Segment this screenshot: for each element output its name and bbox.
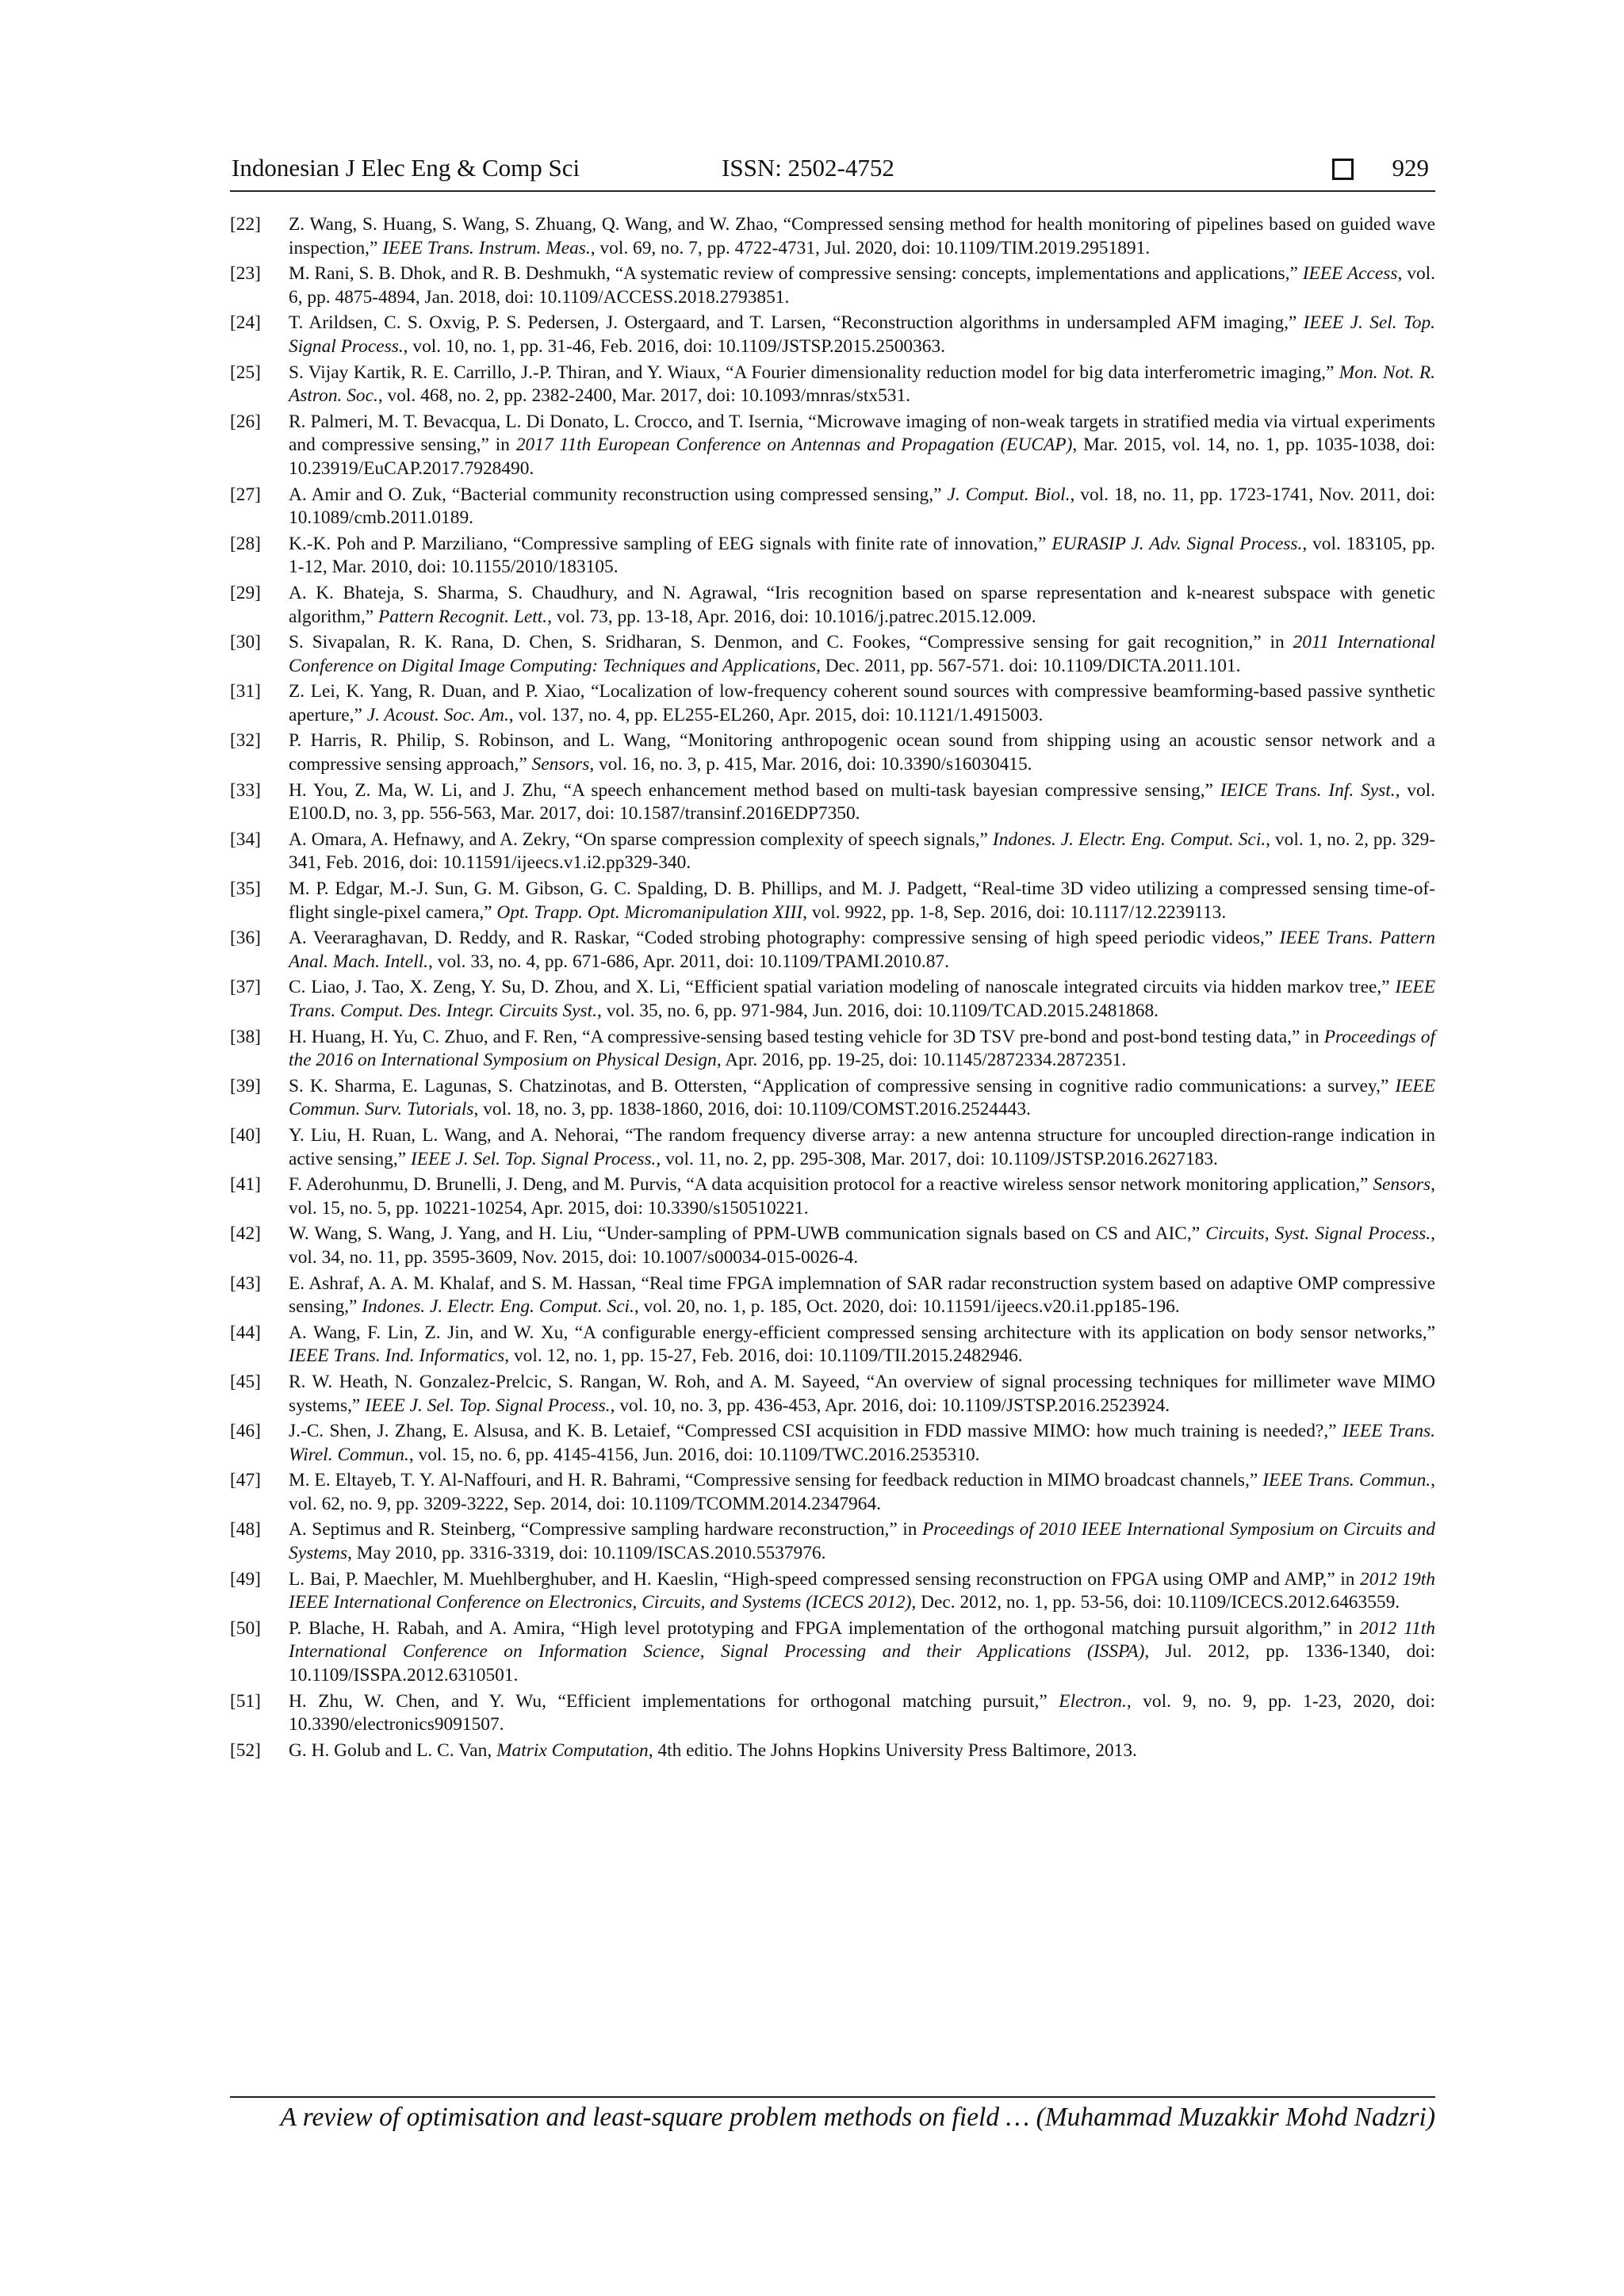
reference-segment: , Dec. 2011, pp. 567-571. doi: 10.1109/DICTA.2011.101. bbox=[816, 655, 1241, 676]
reference-item bbox=[230, 976, 1435, 1023]
reference-item bbox=[230, 631, 1435, 678]
reference-item bbox=[230, 582, 1435, 629]
reference-item bbox=[230, 1469, 1435, 1516]
reference-number: [28] bbox=[230, 533, 261, 554]
reference-item bbox=[230, 1272, 1435, 1319]
reference-segment: T. Arildsen, C. S. Oxvig, P. S. Pedersen, J. Ostergaard, and T. Larsen, “Reconstruction algorithms in undersampled AFM imaging,” bbox=[289, 312, 1304, 334]
reference-text bbox=[289, 533, 1435, 580]
reference-item bbox=[230, 680, 1435, 727]
issn: ISSN: 2502-4752 bbox=[722, 154, 894, 182]
reference-segment: , Mar. 2015, vol. 14, no. 1, pp. 1035-1038, doi: 10.23919/EuCAP.2017.7928490. bbox=[289, 434, 1435, 479]
reference-segment: R. W. Heath, N. Gonzalez-Prelcic, S. Rangan, W. Roh, and A. M. Sayeed, “An overview of signal processing techniques for millimeter wave MIMO systems,” bbox=[289, 1371, 1435, 1416]
header-divider bbox=[230, 190, 1435, 192]
reference-item bbox=[230, 1690, 1435, 1737]
reference-segment: A. Veeraraghavan, D. Reddy, and R. Raskar, “Coded strobing photography: compressive sensing of high speed periodic videos,” bbox=[289, 928, 1280, 949]
reference-number: [23] bbox=[230, 263, 261, 285]
reference-segment: , vol. 34, no. 11, pp. 3595-3609, Nov. 2015, doi: 10.1007/s00034-015-0026-4. bbox=[289, 1223, 1435, 1268]
reference-item bbox=[230, 878, 1435, 924]
reference-venue: 2012 11th International Conference on Information Science, Signal Processing and their Applications (ISSPA) bbox=[289, 1617, 1435, 1663]
reference-number: [30] bbox=[230, 632, 261, 653]
reference-number: [32] bbox=[230, 730, 261, 752]
reference-item bbox=[230, 262, 1435, 309]
reference-text bbox=[289, 1469, 1435, 1516]
reference-segment: , vol. 62, no. 9, pp. 3209-3222, Sep. 2014, doi: 10.1109/TCOMM.2014.2347964. bbox=[289, 1470, 1435, 1514]
reference-segment: Z. Lei, K. Yang, R. Duan, and P. Xiao, “Localization of low-frequency coherent sound sources with compressive beamforming-based passive synthetic aperture,” bbox=[289, 681, 1435, 725]
reference-number: [34] bbox=[230, 828, 261, 850]
reference-text bbox=[289, 1568, 1435, 1615]
reference-segment: , vol. 12, no. 1, pp. 15-27, Feb. 2016, doi: 10.1109/TII.2015.2482946. bbox=[504, 1345, 1023, 1367]
reference-segment: S. Vijay Kartik, R. E. Carrillo, J.-P. Thiran, and Y. Wiaux, “A Fourier dimensionality reduction model for big data interferometric imaging,” bbox=[289, 362, 1339, 383]
reference-number: [41] bbox=[230, 1174, 261, 1196]
reference-item bbox=[230, 213, 1435, 260]
reference-segment: , vol. 1, no. 2, pp. 329-341, Feb. 2016, doi: 10.11591/ijeecs.v1.i2.pp329-340. bbox=[289, 828, 1436, 874]
reference-item bbox=[230, 1518, 1435, 1565]
reference-segment: , vol. 16, no. 3, p. 415, Mar. 2016, doi: 10.3390/s16030415. bbox=[589, 754, 1032, 775]
reference-segment: , vol. 9, no. 9, pp. 1-23, 2020, doi: 10.3390/electronics9091507. bbox=[289, 1690, 1435, 1735]
reference-text bbox=[289, 411, 1435, 481]
reference-venue: IEEE J. Sel. Top. Signal Process. bbox=[365, 1395, 611, 1416]
reference-text bbox=[289, 362, 1435, 408]
reference-number: [45] bbox=[230, 1371, 261, 1392]
reference-text bbox=[289, 1026, 1435, 1073]
reference-segment: , vol. 6, pp. 4875-4894, Jan. 2018, doi: 10.1109/ACCESS.2018.2793851. bbox=[289, 263, 1435, 308]
reference-segment: , Jul. 2012, pp. 1336-1340, doi: 10.1109/ISSPA.2012.6310501. bbox=[289, 1641, 1435, 1686]
reference-venue: Electron. bbox=[1059, 1690, 1127, 1712]
reference-text bbox=[289, 582, 1435, 629]
reference-venue: IEEE Commun. Surv. Tutorials bbox=[289, 1075, 1435, 1120]
reference-number: [31] bbox=[230, 681, 261, 702]
reference-segment: R. Palmeri, M. T. Bevacqua, L. Di Donato, L. Crocco, and T. Isernia, “Microwave imaging of non-weak targets in stratified media via virtual experiments and compressive sensing,” in bbox=[289, 411, 1435, 456]
reference-text bbox=[289, 1223, 1435, 1269]
reference-text bbox=[289, 484, 1435, 530]
reference-segment: S. Sivapalan, R. K. Rana, D. Chen, S. Sridharan, S. Denmon, and C. Fookes, “Compressive sensing for gait recognition,” in bbox=[289, 632, 1293, 653]
reference-text bbox=[289, 1124, 1435, 1171]
reference-segment: , vol. 35, no. 6, pp. 971-984, Jun. 2016, doi: 10.1109/TCAD.2015.2481868. bbox=[597, 1001, 1159, 1021]
reference-segment: M. P. Edgar, M.-J. Sun, G. M. Gibson, G. C. Spalding, D. B. Phillips, and M. J. Padgett, “Real-time 3D video utilizing a compressed sensing time-of-flight single-pixel camera,” bbox=[289, 878, 1435, 923]
reference-number: [47] bbox=[230, 1470, 261, 1491]
reference-text bbox=[289, 976, 1435, 1023]
reference-segment: , vol. 9922, pp. 1-8, Sep. 2016, doi: 10.1117/12.2239113. bbox=[802, 901, 1227, 923]
reference-text bbox=[289, 312, 1435, 358]
reference-venue: IEICE Trans. Inf. Syst. bbox=[1220, 779, 1396, 801]
reference-segment: , May 2010, pp. 3316-3319, doi: 10.1109/ISCAS.2010.5537976. bbox=[347, 1543, 826, 1564]
reference-venue: IEEE Access bbox=[1302, 263, 1398, 285]
reference-segment: E. Ashraf, A. A. M. Khalaf, and S. M. Hassan, “Real time FPGA implemnation of SAR radar reconstruction system based on adaptive OMP compressive sensing,” bbox=[289, 1272, 1435, 1318]
reference-item bbox=[230, 484, 1435, 530]
reference-number: [26] bbox=[230, 411, 261, 432]
reference-segment: , vol. 15, no. 5, pp. 10221-10254, Apr. 2015, doi: 10.3390/s150510221. bbox=[289, 1174, 1435, 1219]
reference-venue: Proceedings of the 2016 on International Symposium on Physical Design bbox=[289, 1026, 1435, 1071]
reference-venue: IEEE Trans. Commun. bbox=[1262, 1470, 1431, 1491]
reference-item bbox=[230, 828, 1435, 875]
reference-segment: M. E. Eltayeb, T. Y. Al-Naffouri, and H. R. Bahrami, “Compressive sensing for feedback reduction in MIMO broadcast channels,” bbox=[289, 1470, 1263, 1491]
reference-segment: H. Zhu, W. Chen, and Y. Wu, “Efficient implementations for orthogonal matching pursuit,” bbox=[289, 1690, 1059, 1712]
reference-segment: A. K. Bhateja, S. Sharma, S. Chaudhury, and N. Agrawal, “Iris recognition based on sparse representation and k-nearest subspace with genetic algorithm,” bbox=[289, 582, 1435, 627]
reference-text bbox=[289, 1617, 1435, 1688]
running-header bbox=[230, 149, 1435, 187]
reference-item bbox=[230, 729, 1435, 776]
reference-text bbox=[289, 878, 1435, 924]
reference-segment: , vol. 11, no. 2, pp. 295-308, Mar. 2017, doi: 10.1109/JSTSP.2016.2627183. bbox=[656, 1148, 1218, 1169]
reference-text bbox=[289, 1272, 1435, 1319]
reference-venue: Matrix Computation bbox=[496, 1739, 649, 1761]
reference-item bbox=[230, 1322, 1435, 1368]
reference-venue: Sensors bbox=[531, 754, 590, 775]
reference-number: [46] bbox=[230, 1421, 261, 1442]
reference-venue: 2017 11th European Conference on Antennas and Propagation (EUCAP) bbox=[515, 434, 1073, 456]
reference-segment: L. Bai, P. Maechler, M. Muehlberghuber, and H. Kaeslin, “High-speed compressed sensing reconstruction on FPGA using OMP and AMP,” in bbox=[289, 1568, 1361, 1590]
reference-segment: , vol. E100.D, no. 3, pp. 556-563, Mar. 2017, doi: 10.1587/transinf.2016EDP7350. bbox=[289, 779, 1435, 825]
reference-number: [50] bbox=[230, 1617, 261, 1639]
reference-venue: IEEE Trans. Wirel. Commun. bbox=[289, 1421, 1435, 1465]
reference-text bbox=[289, 1420, 1435, 1467]
reference-number: [22] bbox=[230, 214, 261, 235]
reference-item bbox=[230, 1617, 1435, 1688]
reference-venue: IEEE Trans. Ind. Informatics bbox=[289, 1345, 505, 1367]
reference-venue: 2011 International Conference on Digital Image Computing: Techniques and Applications bbox=[289, 632, 1435, 676]
reference-venue: IEEE Trans. Comput. Des. Integr. Circuits Syst. bbox=[289, 977, 1435, 1021]
reference-venue: Proceedings of 2010 IEEE International Symposium on Circuits and Systems bbox=[289, 1519, 1435, 1564]
reference-item bbox=[230, 1568, 1435, 1615]
reference-segment: W. Wang, S. Wang, J. Yang, and H. Liu, “Under-sampling of PPM-UWB communication signals based on CS and AIC,” bbox=[289, 1223, 1206, 1245]
reference-text bbox=[289, 1173, 1435, 1220]
reference-item bbox=[230, 927, 1435, 974]
footer-divider bbox=[230, 2096, 1435, 2098]
reference-venue: Indones. J. Electr. Eng. Comput. Sci. bbox=[992, 828, 1266, 850]
reference-segment: A. Omara, A. Hefnawy, and A. Zekry, “On sparse compression complexity of speech signals,” bbox=[289, 828, 993, 850]
reference-number: [35] bbox=[230, 878, 261, 900]
reference-item bbox=[230, 1173, 1435, 1220]
reference-segment: P. Harris, R. Philip, S. Robinson, and L. Wang, “Monitoring anthropogenic ocean sound from shipping using an acoustic sensor network and a compressive sensing approach,” bbox=[289, 730, 1435, 775]
reference-segment: H. Huang, H. Yu, C. Zhuo, and F. Ren, “A compressive-sensing based testing vehicle for 3D TSV pre-bond and post-bond testing data,” in bbox=[289, 1026, 1324, 1047]
reference-number: [43] bbox=[230, 1272, 261, 1294]
reference-segment: J.-C. Shen, J. Zhang, E. Alsusa, and K. B. Letaief, “Compressed CSI acquisition in FDD massive MIMO: how much training is needed?,” bbox=[289, 1421, 1342, 1442]
reference-venue: Circuits, Syst. Signal Process. bbox=[1205, 1223, 1431, 1245]
reference-text bbox=[289, 213, 1435, 260]
reference-item bbox=[230, 1026, 1435, 1073]
reference-segment: , 4th editio. The Johns Hopkins University Press Baltimore, 2013. bbox=[648, 1739, 1137, 1761]
reference-number: [51] bbox=[230, 1690, 261, 1712]
reference-number: [38] bbox=[230, 1026, 261, 1047]
reference-segment: M. Rani, S. B. Dhok, and R. B. Deshmukh, “A systematic review of compressive sensing: concepts, implementations and applications,” bbox=[289, 263, 1303, 285]
reference-text bbox=[289, 927, 1435, 974]
reference-number: [29] bbox=[230, 582, 261, 603]
reference-text bbox=[289, 680, 1435, 727]
reference-number: [33] bbox=[230, 779, 261, 801]
reference-text bbox=[289, 828, 1435, 875]
reference-segment: C. Liao, J. Tao, X. Zeng, Y. Su, D. Zhou, and X. Li, “Efficient spatial variation modeling of nanoscale integrated circuits via hidden markov tree,” bbox=[289, 977, 1396, 998]
reference-segment: , vol. 69, no. 7, pp. 4722-4731, Jul. 2020, doi: 10.1109/TIM.2019.2951891. bbox=[590, 237, 1151, 258]
reference-segment: K.-K. Poh and P. Marziliano, “Compressive sampling of EEG signals with finite rate of innovation,” bbox=[289, 533, 1052, 554]
reference-text bbox=[289, 1322, 1435, 1368]
reference-number: [36] bbox=[230, 928, 261, 949]
reference-item bbox=[230, 533, 1435, 580]
reference-segment: Y. Liu, H. Ruan, L. Wang, and A. Nehorai, “The random frequency diverse array: a new antenna structure for uncoupled direction-range indication in active sensing,” bbox=[289, 1124, 1435, 1169]
reference-venue: Pattern Recognit. Lett. bbox=[378, 606, 548, 627]
reference-segment: Z. Wang, S. Huang, S. Wang, S. Zhuang, Q. Wang, and W. Zhao, “Compressed sensing method for health monitoring of pipelines based on guided wave inspection,” bbox=[289, 214, 1435, 258]
reference-segment: , vol. 137, no. 4, pp. EL255-EL260, Apr. 2015, doi: 10.1121/1.4915003. bbox=[508, 704, 1044, 725]
reference-number: [44] bbox=[230, 1322, 261, 1343]
reference-text bbox=[289, 1690, 1435, 1737]
reference-segment: , vol. 18, no. 11, pp. 1723-1741, Nov. 2011, doi: 10.1089/cmb.2011.0189. bbox=[289, 484, 1436, 529]
reference-item bbox=[230, 362, 1435, 408]
reference-text bbox=[289, 729, 1435, 776]
reference-segment: , Dec. 2012, no. 1, pp. 53-56, doi: 10.1109/ICECS.2012.6463559. bbox=[911, 1592, 1400, 1613]
reference-venue: IEEE Trans. Pattern Anal. Mach. Intell. bbox=[289, 928, 1436, 972]
reference-segment: G. H. Golub and L. C. Van, bbox=[289, 1739, 497, 1761]
reference-segment: F. Aderohunmu, D. Brunelli, J. Deng, and M. Purvis, “A data acquisition protocol for a reactive wireless sensor network monitoring application,” bbox=[289, 1174, 1373, 1196]
reference-item bbox=[230, 1223, 1435, 1269]
reference-number: [39] bbox=[230, 1075, 261, 1096]
reference-text bbox=[289, 1075, 1435, 1122]
reference-segment: P. Blache, H. Rabah, and A. Amira, “High level prototyping and FPGA implementation of the orthogonal matching pursuit algorithm,” in bbox=[289, 1617, 1360, 1639]
running-footer: A review of optimisation and least-square problem methods on field … (Muhammad Muzakkir Mohd Nadzri) bbox=[280, 2103, 1435, 2132]
reference-number: [49] bbox=[230, 1568, 261, 1590]
reference-segment: A. Wang, F. Lin, Z. Jin, and W. Xu, “A configurable energy-efficient compressed sensing architecture with its application on body sensor networks,” bbox=[289, 1322, 1435, 1343]
reference-segment: , vol. 10, no. 1, pp. 31-46, Feb. 2016, doi: 10.1109/JSTSP.2015.2500363. bbox=[403, 335, 946, 357]
reference-list bbox=[230, 213, 1435, 1765]
reference-segment: , vol. 33, no. 4, pp. 671-686, Apr. 2011, doi: 10.1109/TPAMI.2010.87. bbox=[428, 951, 949, 972]
reference-text bbox=[289, 262, 1435, 309]
reference-number: [48] bbox=[230, 1519, 261, 1540]
reference-venue: J. Acoust. Soc. Am. bbox=[366, 704, 509, 725]
reference-item bbox=[230, 1420, 1435, 1467]
reference-number: [27] bbox=[230, 484, 261, 505]
reference-item bbox=[230, 1075, 1435, 1122]
reference-segment: A. Septimus and R. Steinberg, “Compressive sampling hardware reconstruction,” in bbox=[289, 1519, 923, 1540]
square-outline-icon bbox=[1332, 159, 1354, 180]
reference-venue: J. Comput. Biol. bbox=[947, 484, 1071, 505]
reference-number: [25] bbox=[230, 362, 261, 383]
reference-venue: Opt. Trapp. Opt. Micromanipulation XIII bbox=[496, 901, 803, 923]
reference-number: [40] bbox=[230, 1124, 261, 1146]
reference-text bbox=[289, 631, 1435, 678]
reference-number: [42] bbox=[230, 1223, 261, 1245]
reference-segment: S. K. Sharma, E. Lagunas, S. Chatzinotas, and B. Ottersten, “Application of compressive sensing in cognitive radio communications: a survey,” bbox=[289, 1075, 1396, 1096]
reference-text bbox=[289, 1371, 1435, 1418]
reference-segment: , vol. 15, no. 6, pp. 4145-4156, Jun. 2016, doi: 10.1109/TWC.2016.2535310. bbox=[408, 1444, 980, 1465]
page-number: 929 bbox=[1392, 154, 1429, 182]
reference-item bbox=[230, 779, 1435, 826]
reference-venue: 2012 19th IEEE International Conference on Electronics, Circuits, and Systems (ICECS 2012) bbox=[289, 1568, 1435, 1613]
reference-number: [24] bbox=[230, 312, 261, 334]
reference-venue: Indones. J. Electr. Eng. Comput. Sci. bbox=[362, 1296, 634, 1318]
reference-text bbox=[289, 779, 1435, 826]
reference-item bbox=[230, 411, 1435, 481]
reference-item bbox=[230, 312, 1435, 358]
reference-segment: A. Amir and O. Zuk, “Bacterial community reconstruction using compressed sensing,” bbox=[289, 484, 948, 505]
journal-name: Indonesian J Elec Eng & Comp Sci bbox=[232, 154, 580, 182]
reference-text bbox=[289, 1518, 1435, 1565]
reference-text bbox=[289, 1739, 1435, 1763]
reference-segment: H. You, Z. Ma, W. Li, and J. Zhu, “A speech enhancement method based on multi-task bayesian compressive sensing,” bbox=[289, 779, 1220, 801]
reference-segment: , vol. 73, pp. 13-18, Apr. 2016, doi: 10.1016/j.patrec.2015.12.009. bbox=[547, 606, 1036, 627]
reference-venue: Sensors bbox=[1373, 1174, 1431, 1196]
reference-venue: Mon. Not. R. Astron. Soc. bbox=[289, 362, 1436, 407]
reference-segment: , Apr. 2016, pp. 19-25, doi: 10.1145/2872334.2872351. bbox=[716, 1050, 1127, 1071]
reference-venue: IEEE J. Sel. Top. Signal Process. bbox=[410, 1148, 657, 1169]
reference-segment: , vol. 20, no. 1, p. 185, Oct. 2020, doi: 10.11591/ijeecs.v20.i1.pp185-196. bbox=[634, 1296, 1180, 1318]
reference-venue: EURASIP J. Adv. Signal Process. bbox=[1051, 533, 1303, 554]
reference-item bbox=[230, 1371, 1435, 1418]
reference-segment: , vol. 468, no. 2, pp. 2382-2400, Mar. 2017, doi: 10.1093/mnras/stx531. bbox=[377, 385, 911, 407]
reference-item bbox=[230, 1124, 1435, 1171]
reference-segment: , vol. 18, no. 3, pp. 1838-1860, 2016, doi: 10.1109/COMST.2016.2524443. bbox=[473, 1099, 1031, 1120]
reference-segment: , vol. 183105, pp. 1-12, Mar. 2010, doi: 10.1155/2010/183105. bbox=[289, 533, 1435, 578]
reference-venue: IEEE J. Sel. Top. Signal Process. bbox=[289, 312, 1435, 357]
reference-venue: IEEE Trans. Instrum. Meas. bbox=[382, 237, 591, 258]
reference-number: [37] bbox=[230, 977, 261, 998]
reference-segment: , vol. 10, no. 3, pp. 436-453, Apr. 2016, doi: 10.1109/JSTSP.2016.2523924. bbox=[610, 1395, 1170, 1416]
reference-item bbox=[230, 1739, 1435, 1763]
reference-number: [52] bbox=[230, 1739, 261, 1761]
